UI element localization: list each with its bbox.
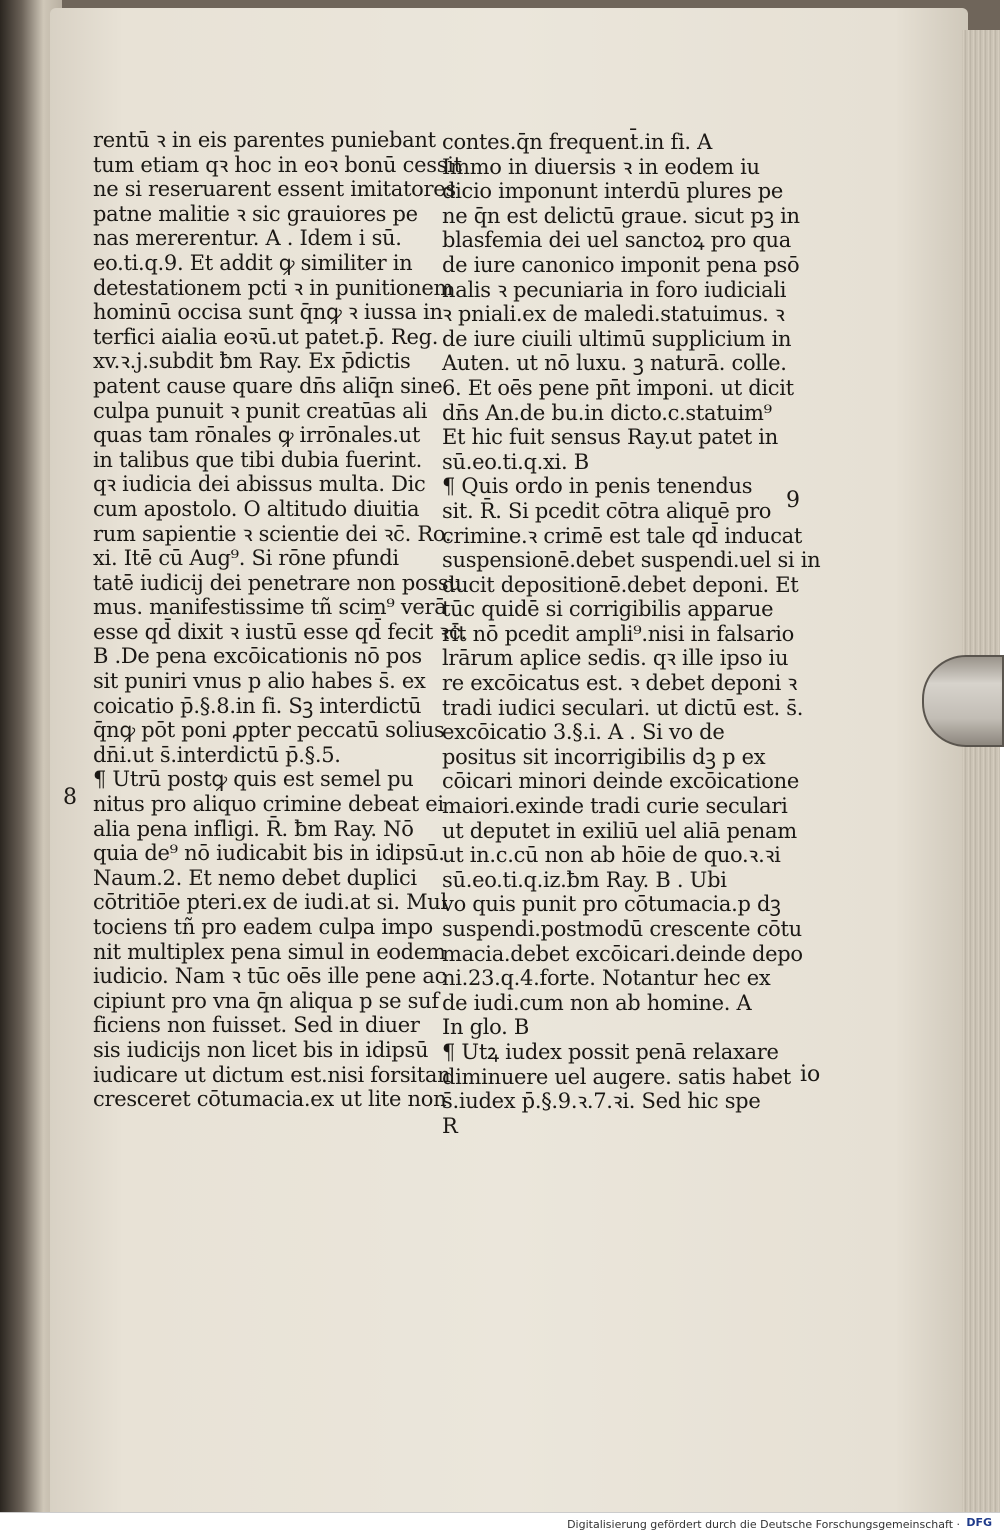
- text-line: tatē iudicij dei penetrare non possu: [93, 570, 462, 595]
- text-line: ¶ Quis ordo in penis tenendus: [442, 474, 753, 499]
- text-line: rentū ꝛ in eis parentes puniebant: [93, 128, 436, 152]
- text-line: cresceret cōtumacia.ex ut lite non: [93, 1087, 447, 1112]
- text-line: re excōicatus est. ꝛ debet deponi ꝛ: [442, 671, 798, 696]
- marginal-number-9: 9: [786, 488, 800, 513]
- footer-bar: [0, 1512, 1000, 1538]
- text-line: vo quis punit pro cōtumacia.p dꝫ: [442, 892, 781, 917]
- text-line: diminuere uel augere. satis habet: [442, 1064, 791, 1089]
- text-line: cum apostolo. O altitudo diuitia: [93, 496, 420, 521]
- text-line: B .De pena excōicationis nō pos: [93, 644, 422, 669]
- text-line: crimine.ꝛ crimē est tale qd̄ inducat: [442, 523, 803, 548]
- text-line: sū.eo.ti.q.xi. B: [442, 449, 589, 474]
- text-line: Immo in diuersis ꝛ in eodem iu: [442, 154, 760, 179]
- text-line: cōicari minori deinde excōicatione: [442, 769, 799, 794]
- text-line: nit multiplex pena simul in eodem: [93, 939, 446, 964]
- text-line: ¶ Utꝝ iudex possit penā relaxare: [442, 1039, 779, 1064]
- text-line: culpa punuit ꝛ punit creatūas ali: [93, 398, 428, 423]
- text-line: iudicio. Nam ꝛ tūc oēs ille pene ac: [93, 964, 447, 989]
- text-column-left: [93, 128, 467, 1112]
- text-column-right: [442, 130, 821, 1138]
- text-line: qꝛ iudicia dei abissus multa. Dic: [93, 472, 426, 497]
- text-line: de iure canonico imponit pena psō: [442, 252, 800, 277]
- text-line: sit. R̄. Si pcedit cōtra aliquē pro: [442, 498, 772, 523]
- text-line: tociens tñ pro eadem culpa impo: [93, 915, 433, 939]
- text-line: sit puniri vnus p alio habes s̄. ex: [93, 669, 426, 694]
- text-line: rum sapientie ꝛ scientie dei ꝛc̄. Ro.: [93, 521, 452, 546]
- text-line: nas mererentur. A . Idem i sū.: [93, 226, 402, 251]
- text-line: cipiunt pro vna q̄n aliqua p se suf: [93, 988, 439, 1013]
- text-line: quia de⁹ nō iudicabit bis in idipsū.: [93, 841, 445, 866]
- text-line: nitus pro aliquo crimine debeat ei: [93, 792, 444, 817]
- text-line: Et hic fuit sensus Ray.ut patet in: [442, 425, 778, 450]
- text-line: R: [442, 1113, 458, 1138]
- text-line: detestationem pcti ꝛ in punitionem: [93, 275, 454, 300]
- text-line: maiori.exinde tradi curie seculari: [442, 794, 788, 819]
- text-line: eo.ti.q.9. Et addit ꝙ similiter in: [93, 250, 413, 275]
- text-line: coicatio p̄.§.8.in fi. Sꝫ interdictū: [93, 693, 422, 718]
- text-line: suspensionē.debet suspendi.uel si in: [442, 548, 821, 573]
- text-line: ne si reseruarent essent imitatores: [93, 177, 456, 202]
- text-line: patent cause quare dn̄s aliq̄n sine: [93, 373, 443, 398]
- text-line: in talibus que tibi dubia fuerint.: [93, 447, 423, 472]
- text-line: mus. manifestissime tñ scim⁹ verā: [93, 595, 447, 620]
- text-line: tūc quidē si corrigibilis apparue: [442, 597, 774, 622]
- text-line: ne q̄n est delictū graue. sicut pꝫ in: [442, 203, 800, 228]
- text-line: sū.eo.ti.q.iz.ƀm Ray. B . Ubi: [442, 867, 727, 892]
- text-line: ut deputet in exiliū uel aliā penam: [442, 818, 797, 843]
- text-line: Auten. ut nō luxu. ꝫ naturā. colle.: [442, 351, 787, 376]
- text-line: iudicare ut dictum est.nisi forsitan: [93, 1062, 451, 1087]
- marginal-number-10: io: [800, 1062, 821, 1087]
- fore-edge: [962, 30, 1000, 1512]
- funding-credit: Digitalisierung gefördert durch die Deutsche Forschungsgemeinschaft ·: [567, 1518, 960, 1531]
- text-line: q̄nꝙ pōt poni ꝓpter peccatū solius: [93, 718, 445, 743]
- text-line: sis iudicijs non licet bis in idipsū: [93, 1037, 429, 1062]
- text-line: ¶ Utrū postꝙ quis est semel pu: [93, 767, 414, 792]
- text-line: blasfemia dei uel sanctoꝝ pro qua: [442, 228, 791, 253]
- text-line: tum etiam qꝛ hoc in eoꝛ bonū cessit: [93, 152, 462, 177]
- text-line: cōtritiōe pteri.ex de iudi.at si. Mul: [93, 890, 447, 915]
- text-line: patne malitie ꝛ sic grauiores pe: [93, 201, 418, 226]
- text-line: dicio imponunt interdū plures pe: [442, 179, 784, 204]
- book-clip: [922, 655, 1004, 747]
- text-line: xi. Itē cū Aug⁹. Si rōne pfundi: [93, 546, 399, 571]
- text-line: hominū occisa sunt q̄nꝙ ꝛ iussa in: [93, 300, 443, 325]
- text-line: s̄.iudex p̄.§.9.ꝛ.7.ꝛi. Sed hic spe: [442, 1089, 761, 1114]
- text-line: alia pena infligi. R̄. ƀm Ray. Nō: [93, 816, 414, 841]
- text-line: ni.23.q.4.forte. Notantur hec ex: [442, 966, 771, 991]
- text-line: tradi iudici seculari. ut dictū est. s̄.: [442, 695, 804, 720]
- text-line: ꝛ pniali.ex de maledi.statuimus. ꝛ: [442, 302, 785, 327]
- text-line: Naum.2. Et nemo debet duplici: [93, 865, 417, 890]
- text-line: dn̄s An.de bu.in dicto.c.statuim⁹: [442, 400, 772, 425]
- text-line: In glo. B: [442, 1015, 530, 1040]
- text-line: rit nō pcedit ampli⁹.nisi in falsario: [442, 621, 794, 646]
- text-line: positus sit incorrigibilis dꝫ p ex: [442, 744, 766, 769]
- text-line: macia.debet excōicari.deinde depo: [442, 941, 803, 966]
- text-line: excōicatio 3.§.i. A . Si vo de: [442, 720, 725, 745]
- text-line: de iudi.cum non ab homine. A: [442, 990, 752, 1015]
- text-line: 6. Et oēs pene pn̄t imponi. ut dicit: [442, 375, 794, 400]
- text-line: lrārum aplice sedis. qꝛ ille ipso iu: [442, 646, 789, 671]
- text-line: ut in.c.cū non ab hōie de quo.ꝛ.ꝛi: [442, 843, 781, 868]
- text-line: contes.q̄n frequent̄.in fi. A: [442, 130, 712, 154]
- text-line: ducit depositionē.debet deponi. Et: [442, 572, 799, 597]
- text-line: xv.ꝛ.j.subdit ƀm Ray. Ex p̄dictis: [93, 349, 411, 374]
- marginal-number-8: 8: [63, 785, 77, 810]
- text-line: ficiens non fuisset. Sed in diuer: [93, 1013, 420, 1038]
- text-line: nalis ꝛ pecuniaria in foro iudiciali: [442, 277, 787, 302]
- text-line: esse qd̄ dixit ꝛ iustū esse qd̄ fecit ꝛc̄.: [93, 619, 467, 644]
- text-line: suspendi.postmodū crescente cōtu: [442, 917, 802, 941]
- dfg-logo: DFG: [966, 1516, 992, 1529]
- text-line: de iure ciuili ultimū supplicium in: [442, 326, 792, 351]
- text-line: quas tam rōnales ꝙ irrōnales.ut: [93, 423, 420, 448]
- text-line: dn̄i.ut s̄.interdictū p̄.§.5.: [93, 742, 341, 767]
- text-line: terfici aialia eoꝛū.ut patet.p̄. Reg.: [93, 324, 439, 349]
